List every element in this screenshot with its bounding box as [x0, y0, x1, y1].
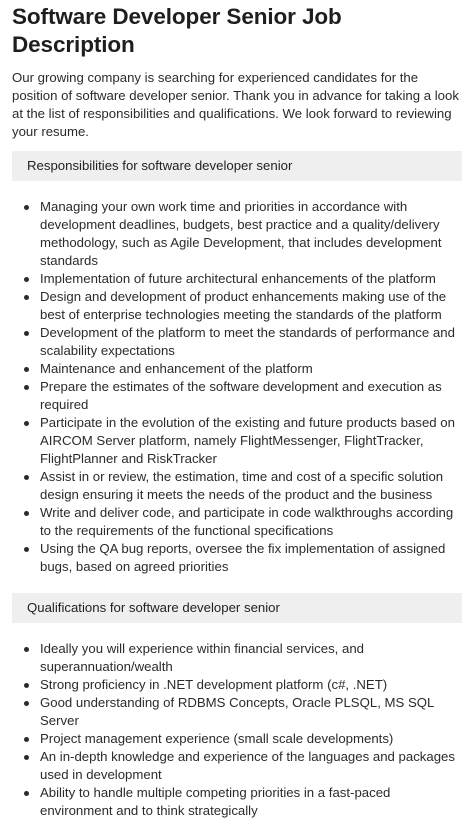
bullet-icon [24, 511, 29, 516]
list-item [40, 378, 462, 414]
list-item [40, 748, 462, 784]
list-item [40, 694, 462, 730]
bullet-icon [24, 791, 29, 796]
list-item-text: Ideally you will experience within financial services, and superannuation/wealth [40, 641, 364, 674]
list-item [40, 360, 462, 378]
bullet-icon [24, 385, 29, 390]
list-item-text: Prepare the estimates of the software development and execution as required [40, 379, 442, 412]
qualifications-heading: Qualifications for software developer senior [12, 593, 462, 623]
bullet-icon [24, 367, 29, 372]
responsibilities-list [12, 198, 462, 576]
list-item-text: Design and development of product enhancements making use of the best of enterprise technologies meeting the standards of the platform [40, 289, 447, 322]
list-item [40, 730, 462, 748]
bullet-icon [24, 277, 29, 282]
bullet-icon [24, 421, 29, 426]
list-item [40, 676, 462, 694]
bullet-icon [24, 647, 29, 652]
list-item [40, 504, 462, 540]
list-item-text: Development of the platform to meet the standards of performance and scalability expectations [40, 325, 455, 358]
list-item [40, 540, 462, 576]
bullet-icon [24, 755, 29, 760]
list-item-text: Ability to handle multiple competing priorities in a fast-paced environment and to think strategically [40, 785, 391, 818]
bullet-icon [24, 475, 29, 480]
list-item-text: Good understanding of RDBMS Concepts, Oracle PLSQL, MS SQL Server [40, 695, 434, 728]
bullet-icon [24, 701, 29, 706]
bullet-icon [24, 205, 29, 210]
bullet-icon [24, 331, 29, 336]
list-item [40, 270, 462, 288]
list-item-text: Maintenance and enhancement of the platform [40, 361, 313, 376]
list-item [40, 324, 462, 360]
bullet-icon [24, 737, 29, 742]
list-item-text: Managing your own work time and priorities in accordance with development deadlines, budgets, best practice and a quality/delivery methodology, such as Agile Development, that includes development standards [40, 199, 442, 268]
bullet-icon [24, 295, 29, 300]
list-item-text: Using the QA bug reports, oversee the fix implementation of assigned bugs, based on agreed priorities [40, 541, 446, 574]
list-item-text: Write and deliver code, and participate in code walkthroughs according to the requirements of the functional specifications [40, 505, 454, 538]
list-item-text: Participate in the evolution of the existing and future products based on AIRCOM Server platform, namely FlightMessenger, FlightTracker, FlightPlanner and RiskTracker [40, 415, 455, 466]
list-item-text: Project management experience (small scale developments) [40, 731, 394, 746]
list-item-text: An in-depth knowledge and experience of the languages and packages used in development [40, 749, 455, 782]
list-item [40, 640, 462, 676]
page-title: Software Developer Senior Job Description [12, 4, 342, 57]
qualifications-list [12, 640, 462, 820]
bullet-icon [24, 683, 29, 688]
list-item [40, 288, 462, 324]
list-item [40, 468, 462, 504]
bullet-icon [24, 547, 29, 552]
list-item-text: Assist in or review, the estimation, time and cost of a specific solution design ensuring it meets the needs of the product and the business [40, 469, 444, 502]
list-item [40, 414, 462, 468]
list-item-text: Strong proficiency in .NET development platform (c#, .NET) [40, 677, 388, 692]
list-item-text: Implementation of future architectural enhancements of the platform [40, 271, 436, 286]
responsibilities-heading: Responsibilities for software developer senior [12, 151, 462, 181]
list-item [40, 198, 462, 270]
list-item [40, 784, 462, 820]
intro-paragraph: Our growing company is searching for experienced candidates for the position of software developer senior. Thank you in advance for taking a look at the list of responsibilities and qualifications. We look forward to reviewing your resume. [12, 70, 459, 139]
